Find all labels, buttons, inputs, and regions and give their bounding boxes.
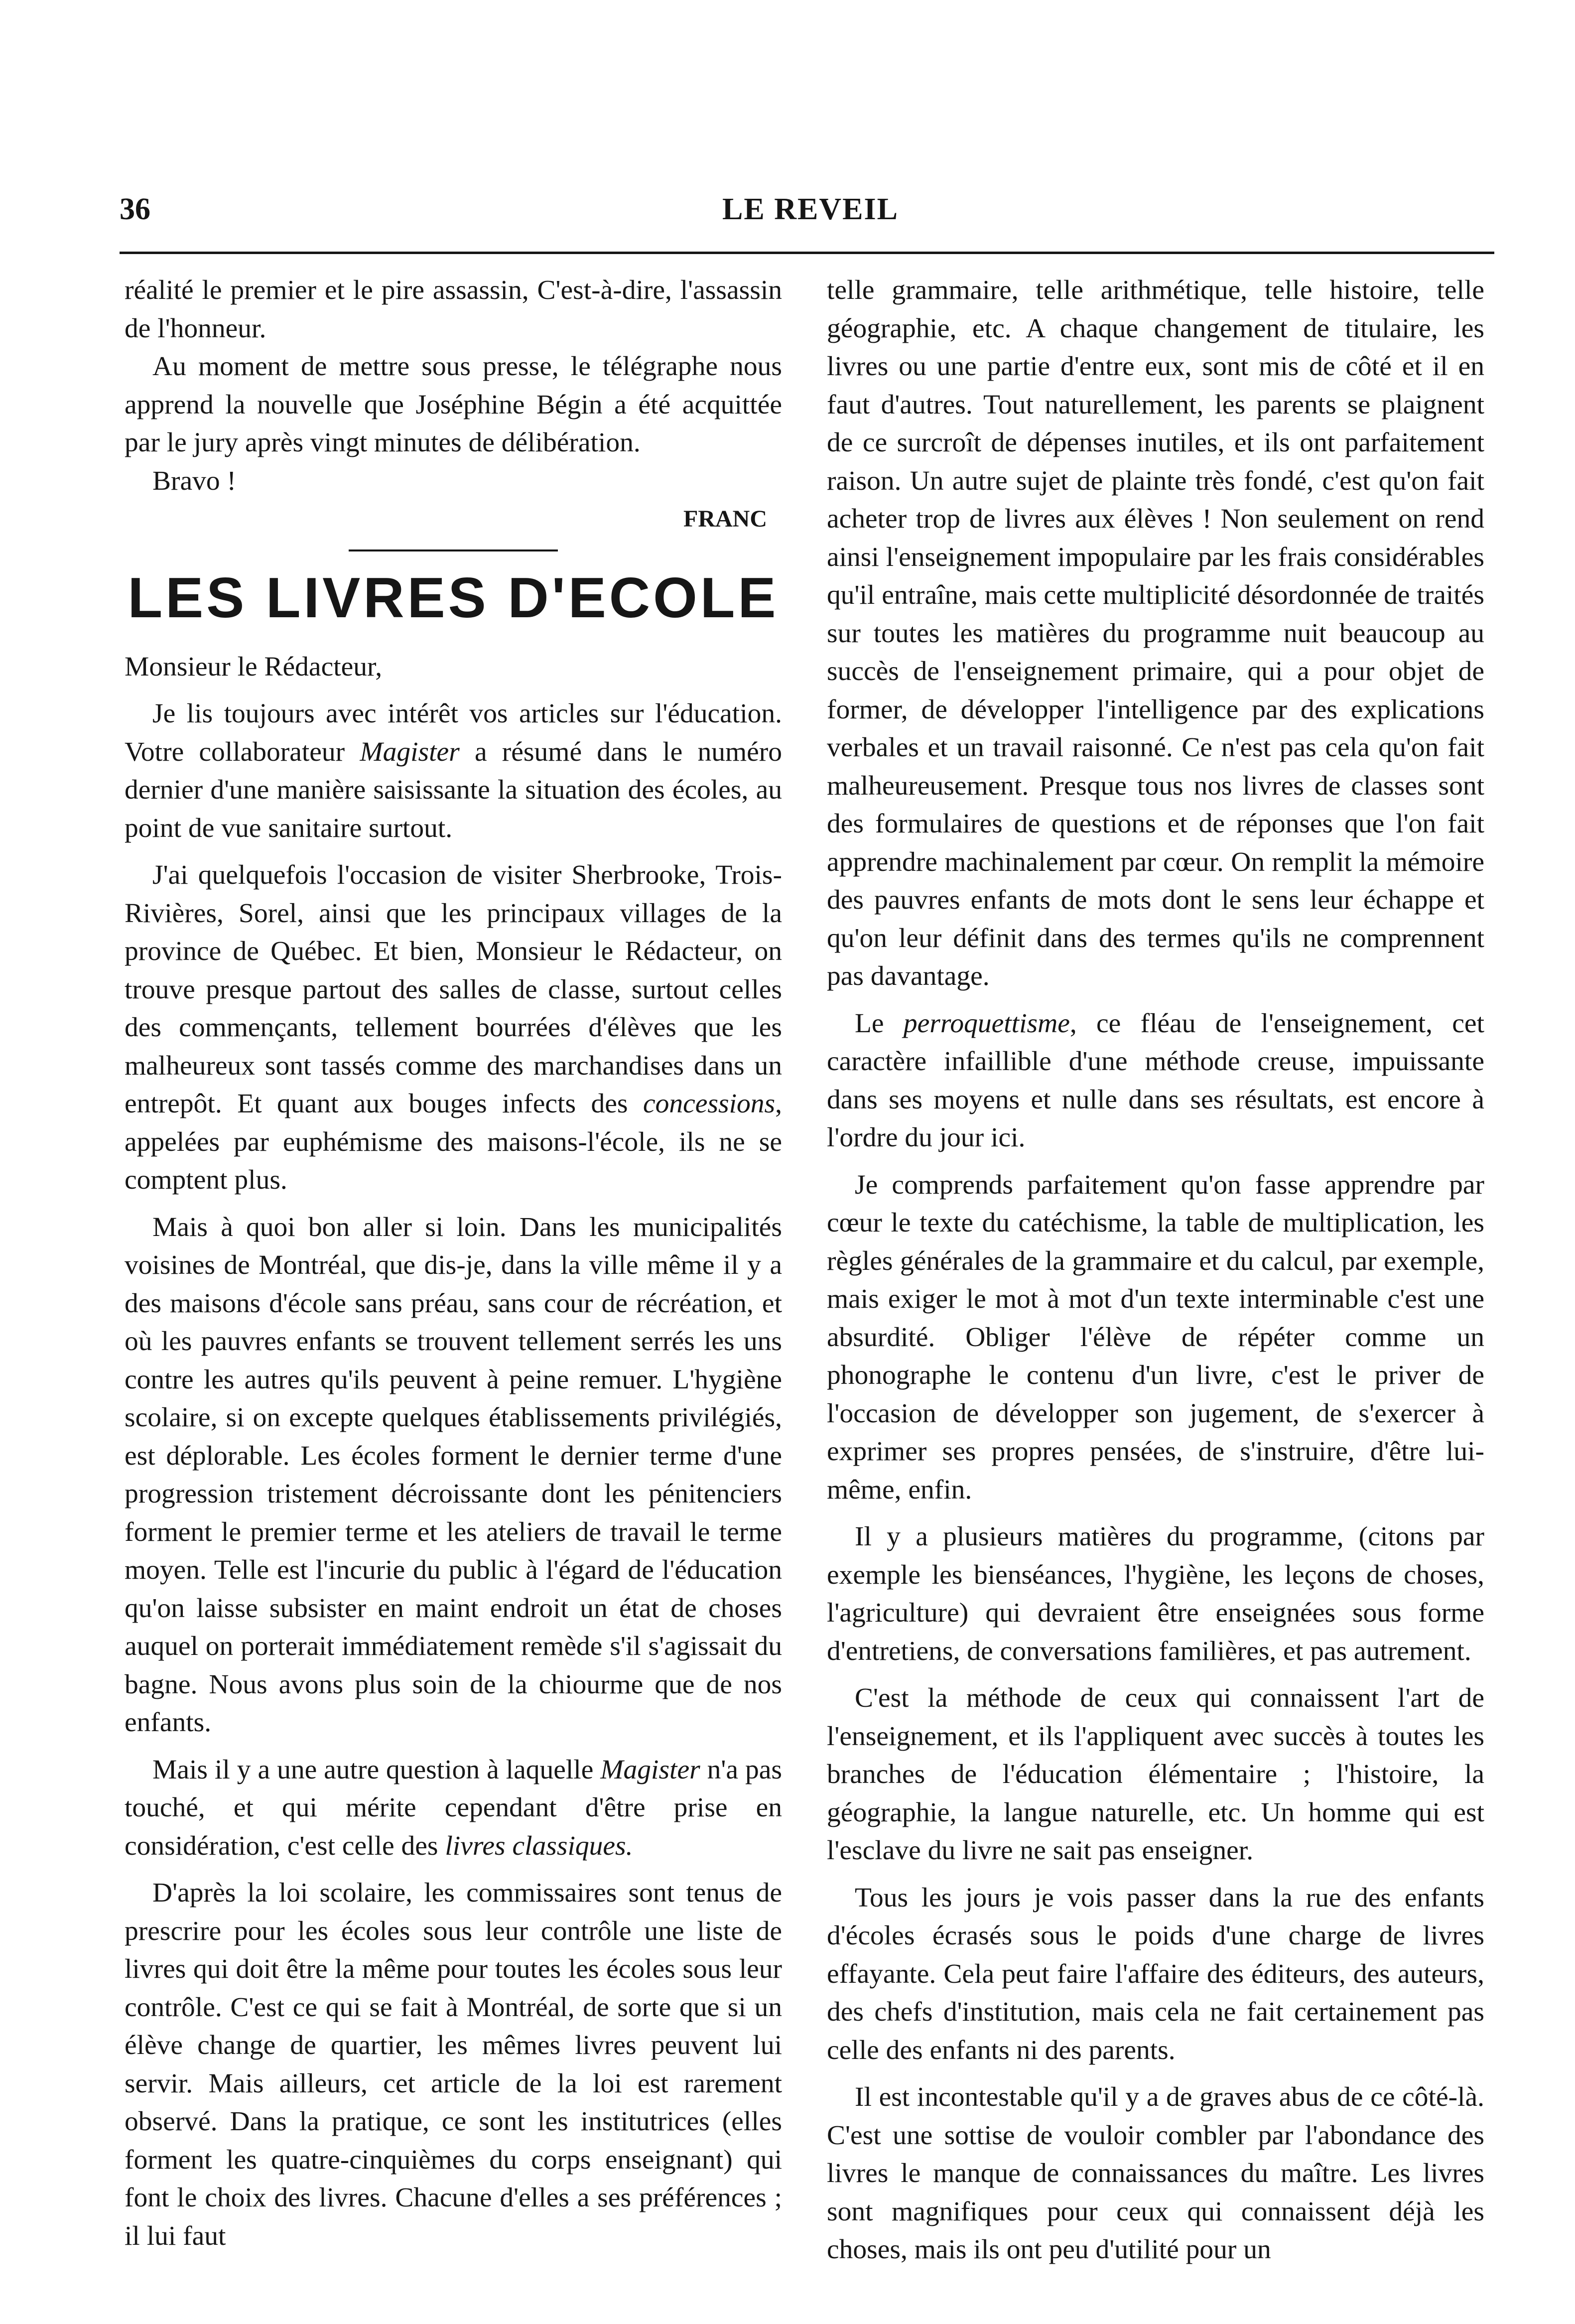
paragraph: Tous les jours je vois passer dans la rue des enfants d'écoles écrasés sous le poids d'une charge de livres effayante. Cela peut faire l'affaire des éditeurs, des auteurs, des chefs d'institution, mais cela ne fait certainement pas celle des enfants ni des parents. bbox=[827, 1882, 1484, 2065]
paragraph: C'est la méthode de ceux qui connaissent l'art de l'enseignement, et ils l'appliquent avec succès à toutes les branches de l'éducation élémentaire ; l'histoire, la géographie, la langue naturelle, etc. Un homme qui est l'esclave du livre ne sait pas enseigner. bbox=[827, 1683, 1484, 1866]
text-run: , ce fléau de l'enseignement, cet caractère infaillible d'une méthode creuse, impuissante dans ses moyens et nulle dans ses résultats, est encore à l'ordre du jour ici. bbox=[827, 1008, 1484, 1153]
page-number: 36 bbox=[120, 192, 150, 226]
paragraph: Il y a plusieurs matières du programme, (citons par exemple les bienséances, l'hygiène, les leçons de choses, l'agriculture) qui devraient être enseignées sous forme d'entretiens, de conversations familières, et pas autrement. bbox=[827, 1521, 1484, 1666]
paragraph: D'après la loi scolaire, les commissaires sont tenus de prescrire pour les écoles sous leur contrôle une liste de livres qui doit être la même pour toutes les écoles sous leur contrôle. C'est ce qui se fait à Montréal, de sorte que si un élève change de quartier, les mêmes livres peuvent lui servir. Mais ailleurs, cet article de la loi est rarement observé. Dans la pratique, ce sont les institutrices (elles forment les quatre-cinquièmes du corps enseignant) qui font le choix des livres. Chacune d'elles a ses préférences ; il lui faut bbox=[125, 1878, 782, 2251]
salutation: Monsieur le Rédacteur, bbox=[125, 651, 383, 682]
paragraph bbox=[827, 1005, 1484, 1157]
page-header bbox=[120, 192, 1494, 247]
paragraph: Mais à quoi bon aller si loin. Dans les municipalités voisines de Montréal, que dis-je, dans la ville même il y a des maisons d'école sans préau, sans cour de récréation, et où les pauvres enfants se trouvent tellement serrés les uns contre les autres qu'ils peuvent à peine remuer. L'hygiène scolaire, si on excepte quelques établissements privilégiés, est déplorable. Les écoles forment le dernier terme d'une progression tristement décroissante dont les pénitenciers forment le premier terme et les ateliers de travail le terme moyen. Telle est l'incurie du public à l'égard de l'éducation qu'on laisse subsister en maint endroit un état de choses auquel on porterait immédiatement remède s'il s'agissait du bagne. Nous avons plus soin de la chiourme que de nos enfants. bbox=[125, 1212, 782, 1738]
article-headline: LES LIVRES D'ECOLE bbox=[128, 566, 779, 630]
paragraph: Bravo ! bbox=[152, 465, 236, 496]
section-divider bbox=[349, 549, 558, 551]
text-run: J'ai quelquefois l'occasion de visiter Sherbrooke, Trois-Rivières, Sorel, ainsi que les principaux villages de la province de Québec. Et bien, Monsieur le Rédacteur, on trouve presque partout des salles de classe, surtout celles des commençants, tellement bourrées d'élèves que les malheureux sont tassés comme des marchandises dans un entrepôt. Et quant aux bouges infects des bbox=[125, 860, 782, 1119]
header-rule bbox=[120, 252, 1494, 254]
signature: FRANC bbox=[683, 506, 767, 532]
text-run: Mais il y a une autre question à laquelle bbox=[152, 1754, 601, 1785]
italic-text: perroquettisme bbox=[903, 1008, 1070, 1039]
italic-text: Magister bbox=[600, 1754, 700, 1785]
running-title: LE REVEIL bbox=[722, 192, 899, 226]
text-run: a résumé dans le numéro dernier d'une manière saisissante la situation des écoles, au point de vue sanitaire surtout. bbox=[125, 736, 782, 843]
italic-text: concessions bbox=[643, 1089, 776, 1119]
paragraph bbox=[125, 695, 782, 847]
right-column bbox=[827, 272, 1484, 2269]
paragraph: telle grammaire, telle arithmétique, telle histoire, telle géographie, etc. A chaque changement de titulaire, les livres ou une partie d'entre eux, sont mis de côté et il en faut d'autres. Tout naturellement, les parents se plaignent de ce surcroît de dépenses inutiles, et ils ont parfaitement raison. Un autre sujet de plainte très fondé, c'est qu'on fait acheter trop de livres aux élèves ! Non seulement on rend ainsi l'enseignement impopulaire par les frais considérables qu'il entraîne, mais cette multiplicité désordonnée de traités sur toutes les matières du programme nuit beaucoup au succès de l'enseignement primaire, qui a pour objet de former, de développer l'intelligence par des explications verbales et un travail raisonné. Ce n'est pas cela qu'on fait malheureusement. Presque tous nos livres de classes sont des formulaires de questions et de réponses que l'on fait apprendre machinalement par cœur. On remplit la mémoire des pauvres enfants de mots dont le sens leur échappe et qu'on leur définit dans des termes qu'ils ne comprennent pas davantage. bbox=[827, 275, 1484, 991]
text-run: Je lis toujours avec intérêt vos articles sur l'éducation. Votre collaborateur bbox=[125, 698, 782, 767]
paragraph bbox=[125, 856, 782, 1200]
text-run: n'a pas touché, et qui mérite cependant d'être prise en considération, c'est celle des bbox=[125, 1754, 782, 1861]
paragraph: Il est incontestable qu'il y a de graves abus de ce côté-là. C'est une sottise de vouloir combler par l'abondance des livres le manque de connaissances du maître. Les livres sont magnifiques pour ceux qui connaissent déjà les choses, mais ils ont peu d'utilité pour un bbox=[827, 2082, 1484, 2265]
italic-text: Magister bbox=[360, 736, 460, 767]
text-run: , appelées par euphémisme des maisons-l'école, ils ne se comptent plus. bbox=[125, 1089, 782, 1195]
text-run: Le bbox=[855, 1008, 904, 1039]
paragraph bbox=[125, 1751, 782, 1866]
italic-text: livres classiques. bbox=[445, 1830, 633, 1861]
paragraph: Je comprends parfaitement qu'on fasse apprendre par cœur le texte du catéchisme, la table de multiplication, les règles générales de la grammaire et du calcul, par exemple, mais exiger le mot à mot d'un texte interminable c'est une absurdité. Obliger l'élève de répéter comme un phonographe le contenu d'un livre, c'est le priver de l'occasion de développer son jugement, de s'exercer à exprimer ses propres pensées, de s'instruire, d'être lui-même, enfin. bbox=[827, 1169, 1484, 1505]
paragraph: réalité le premier et le pire assassin, C'est-à-dire, l'assassin de l'honneur. bbox=[125, 275, 782, 344]
left-column bbox=[125, 272, 782, 2255]
paragraph: Au moment de mettre sous presse, le télégraphe nous apprend la nouvelle que Joséphine Bégin a été acquittée par le jury après vingt minutes de délibération. bbox=[125, 351, 782, 458]
